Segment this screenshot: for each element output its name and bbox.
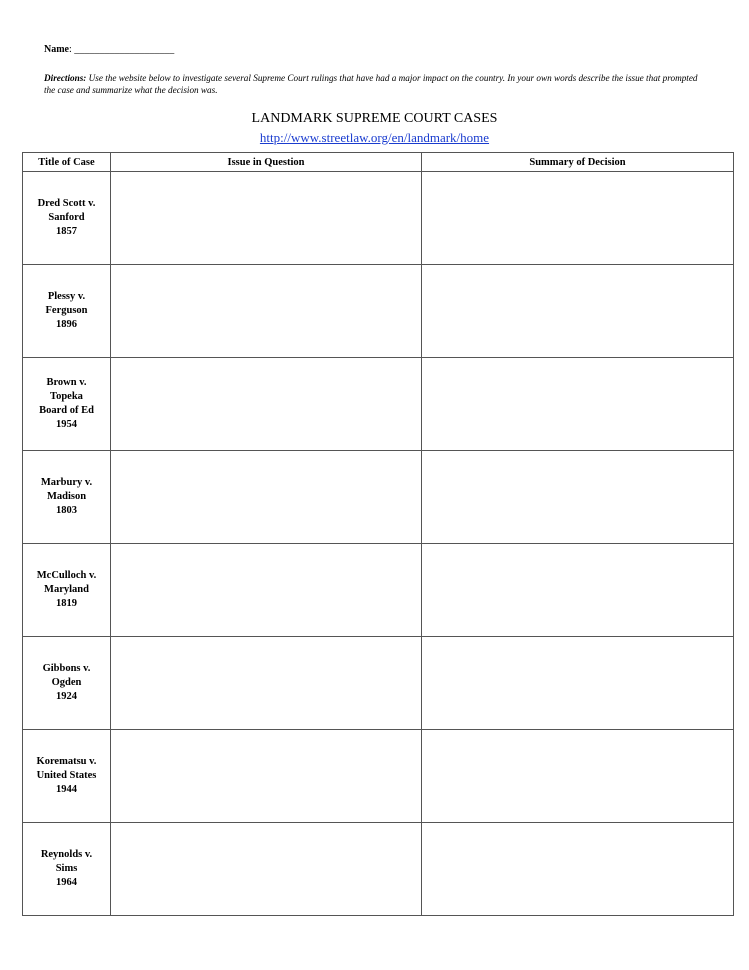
table-row <box>23 358 734 451</box>
case-title-line: Ogden <box>51 677 82 688</box>
summary-answer-cell[interactable] <box>422 451 734 544</box>
case-title-cell <box>23 544 111 637</box>
case-title-line: 1896 <box>56 319 77 330</box>
case-title-line: McCulloch v. <box>36 570 97 581</box>
case-title-line: Maryland <box>44 584 89 595</box>
issue-answer-cell[interactable] <box>111 358 422 451</box>
directions-label: Directions: <box>44 73 87 83</box>
name-colon: : <box>69 44 72 55</box>
case-title-line: Korematsu v. <box>36 756 97 767</box>
summary-answer-cell[interactable] <box>422 544 734 637</box>
summary-answer-cell[interactable] <box>422 172 734 265</box>
issue-answer-cell[interactable] <box>111 544 422 637</box>
case-title-line: Madison <box>46 491 87 502</box>
case-title-line: 1819 <box>56 598 77 609</box>
case-title-line: 1803 <box>56 505 77 516</box>
case-title-line: Ferguson <box>45 305 88 316</box>
case-title-line: Board of Ed <box>39 405 94 416</box>
case-title-line: Gibbons v. <box>42 663 91 674</box>
case-title-cell <box>23 265 111 358</box>
case-title-cell <box>23 730 111 823</box>
case-title-line: United States <box>36 770 97 781</box>
header-summary-of-decision: Summary of Decision <box>422 153 734 172</box>
table-row <box>23 637 734 730</box>
issue-answer-cell[interactable] <box>111 637 422 730</box>
case-title-line: Plessy v. <box>47 291 86 302</box>
issue-answer-cell[interactable] <box>111 823 422 916</box>
table-header-row <box>23 153 734 172</box>
issue-answer-cell[interactable] <box>111 730 422 823</box>
cases-table <box>22 152 734 916</box>
name-label: Name <box>44 44 69 55</box>
case-title-line: 1857 <box>56 226 77 237</box>
case-title-line: Dred Scott v. <box>37 198 96 209</box>
header-issue-in-question: Issue in Question <box>111 153 422 172</box>
table-row <box>23 451 734 544</box>
case-title-line: 1924 <box>56 691 77 702</box>
table-row <box>23 172 734 265</box>
case-title-cell <box>23 358 111 451</box>
website-link[interactable]: http://www.streetlaw.org/en/landmark/home <box>259 130 490 145</box>
case-title-cell <box>23 451 111 544</box>
table-row <box>23 823 734 916</box>
case-rows <box>23 172 734 916</box>
case-title-line: 1944 <box>56 784 77 795</box>
case-title-cell <box>23 172 111 265</box>
name-blank-line[interactable]: ____________________ <box>74 44 175 55</box>
case-title-line: Reynolds v. <box>40 849 93 860</box>
name-field[interactable] <box>44 44 174 55</box>
case-title-line: Marbury v. <box>40 477 93 488</box>
issue-answer-cell[interactable] <box>111 265 422 358</box>
header-title-of-case: Title of Case <box>23 153 111 172</box>
case-title-cell <box>23 637 111 730</box>
summary-answer-cell[interactable] <box>422 730 734 823</box>
issue-answer-cell[interactable] <box>111 172 422 265</box>
table-row <box>23 730 734 823</box>
case-title-line: Brown v. <box>46 377 87 388</box>
summary-answer-cell[interactable] <box>422 823 734 916</box>
issue-answer-cell[interactable] <box>111 451 422 544</box>
table-row <box>23 265 734 358</box>
directions-text: Use the website below to investigate several Supreme Court rulings that have had a major impact on the country. In your own words describe the issue that prompted the case and summarize what the decision was. <box>44 73 698 95</box>
case-title-cell <box>23 823 111 916</box>
case-title-line: 1954 <box>56 419 77 430</box>
case-title-line: 1964 <box>56 877 77 888</box>
case-title-line: Sanford <box>48 212 85 223</box>
page-title: LANDMARK SUPREME COURT CASES <box>251 111 498 126</box>
case-title-line: Sims <box>55 863 78 874</box>
table-row <box>23 544 734 637</box>
summary-answer-cell[interactable] <box>422 265 734 358</box>
case-title-line: Topeka <box>50 391 83 402</box>
summary-answer-cell[interactable] <box>422 358 734 451</box>
summary-answer-cell[interactable] <box>422 637 734 730</box>
directions <box>44 72 704 96</box>
